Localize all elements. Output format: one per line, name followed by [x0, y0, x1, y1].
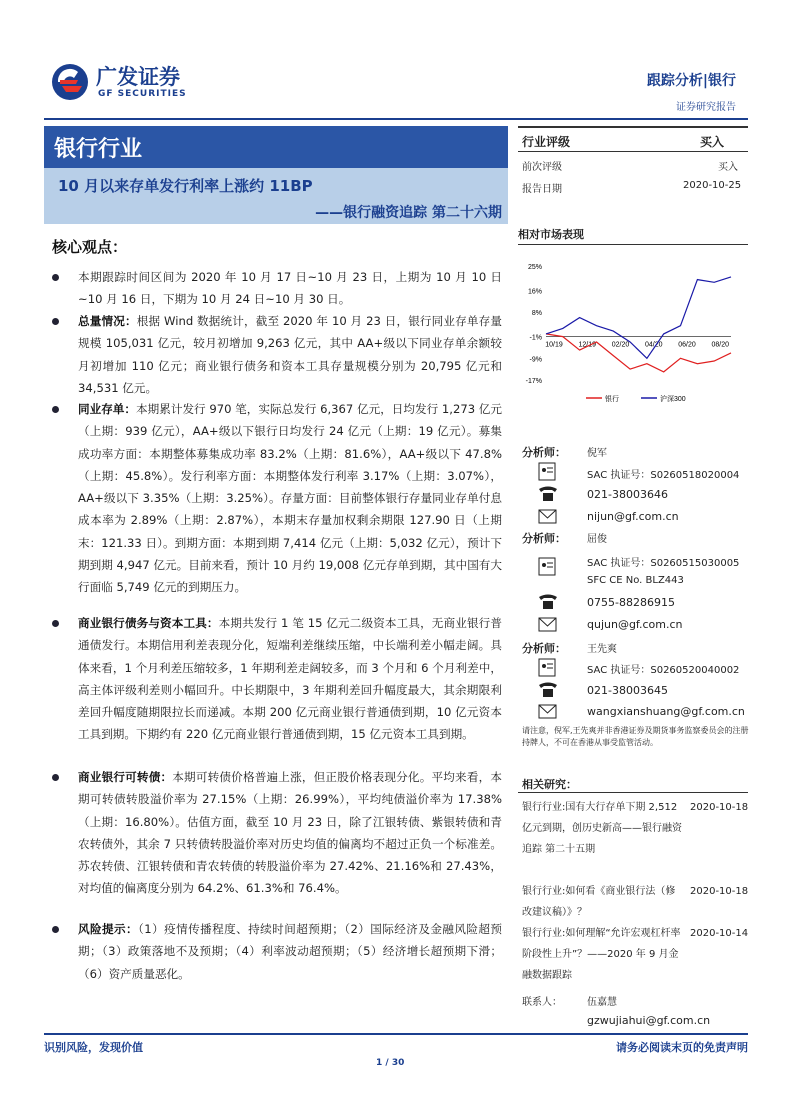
logo-en: GF SECURITIES	[98, 89, 187, 99]
y-tick-label: -1%	[529, 334, 542, 342]
analyst-role: 分析师：	[522, 446, 566, 459]
footer-disclaimer: 请务必阅读末页的免责声明	[616, 1041, 748, 1054]
y-tick-label: 25%	[527, 264, 542, 271]
sector-title: 银行行业	[44, 126, 508, 168]
report-type: 证券研究报告	[676, 102, 736, 113]
analyst-role: 分析师：	[522, 532, 566, 545]
analyst-name: 倪军	[587, 448, 607, 459]
y-tick-label: -17%	[525, 378, 542, 385]
rating-value: 买入	[700, 135, 725, 149]
report-date: 2020-10-25	[683, 180, 742, 191]
relative-performance-chart	[516, 252, 748, 412]
id-card-icon	[536, 557, 560, 577]
email-icon	[536, 507, 560, 527]
analyst-name: 王先爽	[587, 644, 617, 655]
bullet-item: 商业银行可转债：本期可转债价格普遍上涨，但正股价格表现分化。平均来看，本期可转债转股溢价率为 27.15%（上期：26.99%），平均纯债溢价率为 17.38%（上期：16.80%）。估值方面，截至 10 月 23 日，除了江银转债、紫银转债和青农转债外，其余 7 只转债转股溢价率对历史均值的偏离均不超过正负一个标准差。苏农转债、江银转债和青农转债的转股溢价率为 27.42%、21.16%和 27.43%，对均值的偏离度分别为 64.2%、61.3%和 76.4%。	[52, 766, 502, 900]
bullet-item: 本期跟踪时间区间为 2020 年 10 月 17 日~10 月 23 日，上期为 10 月 10 日~10 月 16 日，下期为 10 月 24 日~10 月 30 日。	[52, 266, 502, 311]
rating-label: 行业评级	[522, 135, 571, 149]
prev-rating-value: 买入	[718, 162, 738, 173]
y-tick-label: 16%	[527, 288, 542, 296]
bullet-item: 商业银行债务与资本工具：本期共发行 1 笔 15 亿元二级资本工具，无商业银行普通债发行。本期信用利差表现分化，短端利差继续压缩，中长端利差小幅走阔。具体来看，1 个月利差压缩较多，1 年期利差走阔较多，而 3 个月和 6 个月利差中，高主体评级利差则小幅回升。中长期限中，3 年期利差回升幅度最大，其余期限利差回升幅度随期限拉长而递减。本期 200 亿元商业银行普通债到期，10 亿元资本工具到期。下期约有 220 亿元商业银行普通债到期，15 亿元资本工具到期。	[52, 612, 502, 746]
analyst-sfc: SFC CE No. BLZ443	[587, 575, 684, 586]
y-tick-label: 8%	[531, 310, 542, 318]
related-item-title[interactable]: 银行行业:如何理解“允许宏观杠杆率阶段性上升”？——2020 年 9 月金融数据跟踪	[522, 928, 681, 981]
page-number: 1 / 30	[376, 1058, 405, 1068]
bullet-item: 风险提示：（1）疫情传播程度、持续时间超预期；（2）国际经济及金融风险超预期；（3）政策落地不及预期；（4）利率波动超预期；（5）经济增长超预期下滑；（6）资产质量恶化。	[52, 918, 502, 985]
x-tick-label: 12/19	[578, 341, 597, 349]
series-line	[546, 334, 731, 372]
analyst-email: nijun@gf.com.cn	[587, 510, 679, 523]
id-card-icon	[536, 462, 560, 482]
related-item-date: 2020-10-14	[690, 928, 749, 939]
analyst-phone: 0755-88286915	[587, 596, 675, 609]
prev-rating-label: 前次评级	[522, 162, 562, 173]
email-icon	[536, 615, 560, 635]
email-icon	[536, 702, 560, 722]
contact-email: gzwujiahui@gf.com.cn	[587, 1014, 711, 1027]
x-tick-label: 02/20	[611, 341, 630, 349]
id-card-icon	[536, 658, 560, 678]
analyst-name: 屈俊	[587, 534, 607, 545]
x-tick-label: 08/20	[711, 341, 730, 349]
y-tick-label: -9%	[529, 356, 542, 364]
x-tick-label: 04/20	[644, 341, 663, 349]
related-heading: 相关研究：	[522, 778, 577, 791]
header-divider	[44, 118, 748, 120]
report-subtitle: ——银行融资追踪 第二十六期	[315, 205, 502, 221]
report-category: 跟踪分析|银行	[646, 73, 736, 89]
related-item-title[interactable]: 银行行业:国有大行存单下期 2,512 亿元到期，创历史新高——银行融资追踪 第二十五期	[522, 802, 682, 855]
contact-name: 伍嘉慧	[587, 997, 617, 1008]
report-title: 10 月以来存单发行利率上涨约 11BP	[58, 177, 313, 195]
analyst-sac: SAC 执证号：S0260520040002	[587, 665, 740, 676]
logo-cn: 广发证券	[96, 65, 180, 89]
x-tick-label: 10/19	[545, 341, 563, 349]
analyst-email: wangxianshuang@gf.com.cn	[587, 705, 745, 718]
analyst-phone: 021-38003646	[587, 488, 668, 501]
analyst-email: qujun@gf.com.cn	[587, 618, 683, 631]
x-tick-label: 06/20	[678, 341, 696, 349]
notice: 请注意，倪军,王先爽并非香港证券及期货事务监察委员会的注册持牌人，不可在香港从事受监管活动。	[522, 726, 749, 747]
header-right	[647, 70, 736, 113]
core-heading: 核心观点：	[52, 238, 128, 256]
related-item-date: 2020-10-18	[690, 886, 749, 897]
legend-label: 沪深300	[660, 396, 686, 403]
phone-icon	[536, 592, 560, 612]
market-heading: 相对市场表现	[518, 228, 584, 241]
bullet-item: 同业存单：本期累计发行 970 笔，实际总发行 6,367 亿元，日均发行 1,273 亿元（上期：939 亿元），AA+级以下银行日均发行 24 亿元（上期：19 亿元）。募集成功率方面：本期整体募集成功率 83.2%（上期：81.6%），AA+级以下 47.8%（上期：45.8%）。发行利率方面：本期整体发行利率 3.17%（上期：3.07%），AA+级以下 3.35%（上期：3.25%）。存量方面：目前整体银行存量同业存单付息成本率为 2.89%（上期：2.87%），本期末存量加权剩余期限 127.90 日（上期末：121.33 日）。到期方面：本期到期 7,414 亿元（上期：5,032 亿元），预计下期到期 4,947 亿元。目前来看，预计 10 月约 19,008 亿元存单到期，其中国有大行面临 5,749 亿元的到期压力。	[52, 398, 502, 599]
analyst-role: 分析师：	[522, 642, 566, 655]
analyst-sac: SAC 执证号：S0260518020004	[587, 470, 740, 481]
report-date-label: 报告日期	[522, 184, 562, 195]
contact-label: 联系人：	[522, 997, 562, 1008]
footer-slogan: 识别风险，发现价值	[44, 1041, 143, 1054]
legend-label: 银行	[605, 396, 619, 403]
analyst-phone: 021-38003645	[587, 684, 668, 697]
related-item-title[interactable]: 银行行业:如何看《商业银行法（修改建议稿）》？	[522, 886, 676, 918]
analyst-sac: SAC 执证号：S0260515030005	[587, 558, 740, 569]
phone-icon	[536, 680, 560, 700]
bullet-item: 总量情况：根据 Wind 数据统计，截至 2020 年 10 月 23 日，银行同业存单存量规模 105,031 亿元，较月初增加 9,263 亿元，其中 AA+级以下同业存单余额较月初增加 110 亿元；商业银行债务和资本工具存量规模分别为 20,795 亿元和 34,531 亿元。	[52, 310, 502, 399]
phone-icon	[536, 484, 560, 504]
related-item-date: 2020-10-18	[690, 802, 749, 813]
